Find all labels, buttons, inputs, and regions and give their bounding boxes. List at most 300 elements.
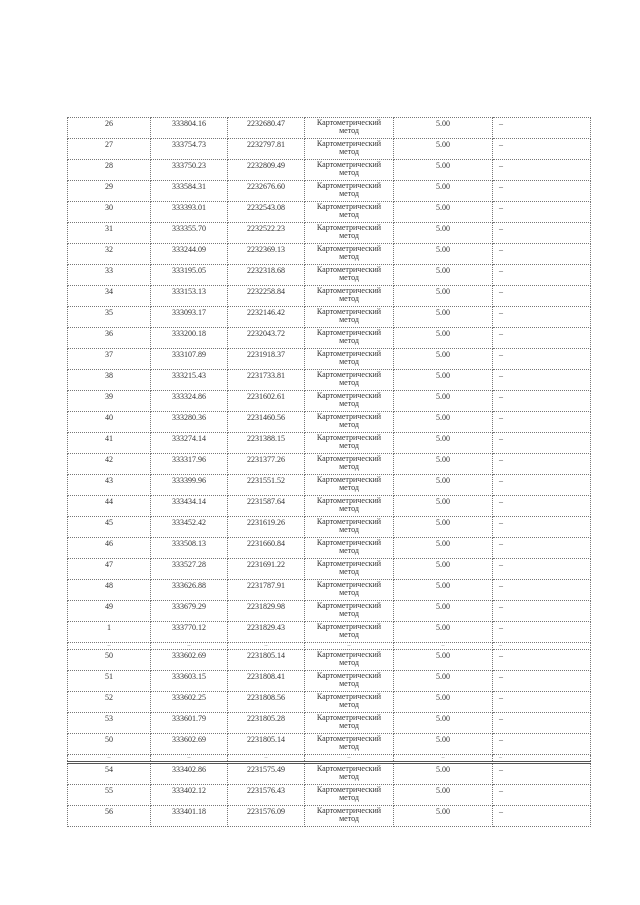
cell-method: [305, 734, 394, 755]
cell-y-coordinate-text: 2231691.22: [247, 560, 285, 569]
cell-point-number-text: 27: [105, 140, 113, 149]
cell-note-text: –: [499, 224, 503, 233]
cell-note: [493, 454, 591, 475]
table-row: [68, 650, 591, 671]
cell-point-number-text: –: [107, 755, 111, 761]
cell-note: [493, 328, 591, 349]
cell-note-text: –: [499, 161, 503, 170]
cell-point-number-text: 33: [105, 266, 113, 275]
cell-y-coordinate: [228, 622, 305, 643]
cell-accuracy-text: 5.00: [436, 765, 450, 774]
cell-y-coordinate: [228, 139, 305, 160]
table-row: [68, 622, 591, 643]
cell-note-text: –: [499, 807, 503, 816]
method-line-2: метод: [339, 504, 359, 513]
cell-note: [493, 223, 591, 244]
method-line-2: метод: [339, 231, 359, 240]
method-line-1: Картометрический: [316, 391, 382, 400]
cell-note-text: –: [499, 539, 503, 548]
cell-point-number: [68, 328, 151, 349]
cell-accuracy: [394, 517, 493, 538]
cell-accuracy: [394, 755, 493, 763]
cell-method: [305, 160, 394, 181]
cell-point-number-text: 36: [105, 329, 113, 338]
cell-x-coordinate-text: –: [187, 643, 191, 649]
cell-note: [493, 601, 591, 622]
table-row: [68, 692, 591, 713]
method-line-2: метод: [339, 252, 359, 261]
cell-y-coordinate: [228, 433, 305, 454]
cell-y-coordinate-text: 2231377.26: [247, 455, 285, 464]
method-line-1: Картометрический: [316, 601, 382, 610]
cell-method: [305, 412, 394, 433]
cell-method: [305, 580, 394, 601]
cell-accuracy-text: 5.00: [436, 602, 450, 611]
cell-point-number: [68, 391, 151, 412]
cell-x-coordinate-text: 333200.18: [172, 329, 206, 338]
cell-point-number-text: 26: [105, 119, 113, 128]
cell-note-text: –: [499, 413, 503, 422]
cell-point-number-text: 35: [105, 308, 113, 317]
cell-point-number: [68, 601, 151, 622]
cell-point-number: [68, 580, 151, 601]
cell-y-coordinate-text: 2232258.84: [247, 287, 285, 296]
cell-y-coordinate-text: 2231575.49: [247, 765, 285, 774]
cell-point-number-text: 40: [105, 413, 113, 422]
cell-note: [493, 622, 591, 643]
cell-x-coordinate-text: 333317.96: [172, 455, 206, 464]
cell-accuracy-text: 5.00: [436, 413, 450, 422]
cell-x-coordinate-text: 333584.31: [172, 182, 206, 191]
cell-method: [305, 643, 394, 650]
cell-accuracy-text: 5.00: [436, 392, 450, 401]
method-line-2: метод: [339, 210, 359, 219]
cell-x-coordinate: [151, 391, 228, 412]
cell-x-coordinate: [151, 785, 228, 806]
cell-y-coordinate-text: –: [264, 755, 268, 761]
table-row: [68, 412, 591, 433]
table-row: [68, 734, 591, 755]
cell-y-coordinate-text: –: [264, 643, 268, 649]
cell-x-coordinate: [151, 622, 228, 643]
cell-x-coordinate-text: 333603.15: [172, 672, 206, 681]
cell-method: [305, 650, 394, 671]
cell-x-coordinate: [151, 139, 228, 160]
method-line-2: метод: [339, 721, 359, 730]
cell-x-coordinate-text: 333434.14: [172, 497, 206, 506]
method-line-1: Картометрический: [316, 580, 382, 589]
cell-accuracy-text: 5.00: [436, 651, 450, 660]
table-row: [68, 370, 591, 391]
cell-y-coordinate: [228, 671, 305, 692]
cell-accuracy-text: –: [441, 755, 445, 761]
method-line-2: метод: [339, 126, 359, 135]
cell-x-coordinate-text: 333093.17: [172, 308, 206, 317]
cell-accuracy: [394, 160, 493, 181]
cell-y-coordinate-text: 2232522.23: [247, 224, 285, 233]
cell-note-text: –: [499, 755, 502, 761]
cell-x-coordinate: [151, 181, 228, 202]
cell-y-coordinate: [228, 580, 305, 601]
cell-method: [305, 785, 394, 806]
cell-point-number-text: 32: [105, 245, 113, 254]
cell-accuracy-text: 5.00: [436, 786, 450, 795]
coordinates-table-wrapper: [67, 117, 578, 827]
cell-accuracy-text: 5.00: [436, 434, 450, 443]
cell-x-coordinate: [151, 692, 228, 713]
cell-y-coordinate-text: 2232797.81: [247, 140, 285, 149]
cell-x-coordinate-text: 333679.29: [172, 602, 206, 611]
cell-accuracy-text: 5.00: [436, 714, 450, 723]
cell-accuracy: [394, 202, 493, 223]
cell-point-number: [68, 806, 151, 827]
method-line-1: Картометрический: [316, 692, 382, 701]
table-row: [68, 391, 591, 412]
cell-y-coordinate-text: 2231619.26: [247, 518, 285, 527]
cell-y-coordinate: [228, 692, 305, 713]
method-line-1: –: [347, 755, 351, 761]
cell-note: [493, 181, 591, 202]
cell-x-coordinate-text: 333107.89: [172, 350, 206, 359]
cell-x-coordinate-text: 333195.05: [172, 266, 206, 275]
cell-x-coordinate-text: 333401.18: [172, 807, 206, 816]
cell-y-coordinate-text: 2231576.09: [247, 807, 285, 816]
cell-accuracy: [394, 244, 493, 265]
cell-x-coordinate: [151, 244, 228, 265]
table-row: [68, 454, 591, 475]
cell-y-coordinate: [228, 650, 305, 671]
method-line-2: метод: [339, 814, 359, 823]
cell-note-text: –: [499, 735, 503, 744]
cell-y-coordinate-text: 2231576.43: [247, 786, 285, 795]
cell-note: [493, 370, 591, 391]
cell-y-coordinate-text: 2231805.14: [247, 651, 285, 660]
cell-note: [493, 763, 591, 785]
cell-accuracy-text: 5.00: [436, 308, 450, 317]
cell-y-coordinate: [228, 538, 305, 559]
cell-y-coordinate-text: 2231551.52: [247, 476, 285, 485]
method-line-2: метод: [339, 679, 359, 688]
table-row: [68, 475, 591, 496]
cell-note: [493, 643, 591, 650]
cell-accuracy: [394, 785, 493, 806]
cell-x-coordinate: [151, 671, 228, 692]
cell-accuracy: [394, 559, 493, 580]
cell-note-text: –: [499, 140, 503, 149]
cell-accuracy: [394, 286, 493, 307]
cell-accuracy-text: 5.00: [436, 476, 450, 485]
table-row: [68, 265, 591, 286]
table-row: [68, 671, 591, 692]
table-row: [68, 785, 591, 806]
cell-x-coordinate-text: 333274.14: [172, 434, 206, 443]
cell-point-number-text: 55: [105, 786, 113, 795]
cell-note: [493, 517, 591, 538]
cell-note-text: –: [499, 434, 503, 443]
method-line-2: метод: [339, 742, 359, 751]
cell-accuracy-text: 5.00: [436, 693, 450, 702]
cell-accuracy-text: 5.00: [436, 182, 450, 191]
method-line-2: метод: [339, 399, 359, 408]
table-row: [68, 713, 591, 734]
cell-note: [493, 412, 591, 433]
cell-accuracy: [394, 349, 493, 370]
cell-point-number-text: 46: [105, 539, 113, 548]
cell-accuracy: [394, 692, 493, 713]
cell-method: [305, 181, 394, 202]
cell-accuracy: [394, 622, 493, 643]
cell-point-number: [68, 650, 151, 671]
cell-y-coordinate: [228, 475, 305, 496]
cell-method: [305, 391, 394, 412]
cell-point-number: [68, 307, 151, 328]
cell-note: [493, 806, 591, 827]
method-line-1: Картометрический: [316, 139, 382, 148]
cell-x-coordinate: [151, 763, 228, 785]
cell-note-text: –: [499, 765, 503, 774]
cell-note: [493, 650, 591, 671]
cell-point-number-text: 50: [105, 735, 113, 744]
cell-point-number: [68, 349, 151, 370]
cell-accuracy: [394, 643, 493, 650]
cell-x-coordinate: [151, 496, 228, 517]
cell-x-coordinate: [151, 412, 228, 433]
cell-y-coordinate: [228, 265, 305, 286]
table-row: [68, 223, 591, 244]
cell-note: [493, 349, 591, 370]
cell-note: [493, 244, 591, 265]
cell-y-coordinate-text: 2231808.56: [247, 693, 285, 702]
table-row: [68, 181, 591, 202]
cell-accuracy-text: 5.00: [436, 560, 450, 569]
method-line-2: метод: [339, 336, 359, 345]
cell-note-text: –: [499, 392, 503, 401]
cell-note-text: –: [499, 245, 503, 254]
cell-x-coordinate: [151, 517, 228, 538]
cell-note: [493, 391, 591, 412]
cell-y-coordinate-text: 2231388.15: [247, 434, 285, 443]
cell-point-number: [68, 622, 151, 643]
method-line-1: Картометрический: [316, 265, 382, 274]
cell-y-coordinate-text: 2232369.13: [247, 245, 285, 254]
cell-x-coordinate-text: 333602.25: [172, 693, 206, 702]
cell-accuracy: [394, 538, 493, 559]
cell-x-coordinate: [151, 475, 228, 496]
cell-x-coordinate-text: 333393.01: [172, 203, 206, 212]
cell-point-number-text: 30: [105, 203, 113, 212]
method-line-1: Картометрический: [316, 559, 382, 568]
cell-note-text: –: [499, 455, 503, 464]
cell-x-coordinate: [151, 755, 228, 763]
cell-point-number-text: 43: [105, 476, 113, 485]
coordinates-table: [67, 117, 591, 827]
cell-note-text: –: [499, 308, 503, 317]
cell-note: [493, 559, 591, 580]
cell-y-coordinate: [228, 223, 305, 244]
cell-point-number: [68, 692, 151, 713]
cell-point-number-text: 52: [105, 693, 113, 702]
cell-accuracy-text: 5.00: [436, 161, 450, 170]
cell-point-number: [68, 559, 151, 580]
cell-y-coordinate-text: 2231787.91: [247, 581, 285, 590]
cell-x-coordinate-text: 333508.13: [172, 539, 206, 548]
cell-accuracy: [394, 307, 493, 328]
cell-y-coordinate: [228, 286, 305, 307]
separator-row: [68, 755, 591, 763]
cell-note: [493, 734, 591, 755]
cell-method: [305, 349, 394, 370]
table-row: [68, 160, 591, 181]
cell-point-number: [68, 412, 151, 433]
cell-accuracy: [394, 328, 493, 349]
cell-accuracy: [394, 763, 493, 785]
cell-note-text: –: [499, 623, 503, 632]
cell-note: [493, 433, 591, 454]
cell-y-coordinate-text: 2231918.37: [247, 350, 285, 359]
method-line-1: Картометрический: [316, 370, 382, 379]
cell-accuracy: [394, 265, 493, 286]
method-line-2: метод: [339, 273, 359, 282]
table-row: [68, 433, 591, 454]
cell-note-text: –: [499, 786, 503, 795]
method-line-1: Картометрический: [316, 538, 382, 547]
table-row: [68, 307, 591, 328]
cell-accuracy-text: 5.00: [436, 623, 450, 632]
cell-x-coordinate: [151, 580, 228, 601]
cell-accuracy: [394, 391, 493, 412]
cell-note: [493, 160, 591, 181]
cell-point-number: [68, 223, 151, 244]
cell-method: [305, 244, 394, 265]
cell-y-coordinate: [228, 307, 305, 328]
cell-accuracy-text: 5.00: [436, 539, 450, 548]
cell-note-text: –: [499, 119, 503, 128]
cell-x-coordinate: [151, 328, 228, 349]
method-line-1: Картометрический: [316, 307, 382, 316]
cell-x-coordinate-text: 333244.09: [172, 245, 206, 254]
cell-accuracy-text: 5.00: [436, 245, 450, 254]
method-line-2: метод: [339, 700, 359, 709]
separator-row: [68, 643, 591, 650]
cell-point-number: [68, 370, 151, 391]
table-row: [68, 349, 591, 370]
method-line-1: Картометрический: [316, 806, 382, 815]
method-line-1: Картометрический: [316, 118, 382, 127]
cell-x-coordinate: [151, 265, 228, 286]
cell-note: [493, 671, 591, 692]
cell-accuracy: [394, 671, 493, 692]
method-line-2: метод: [339, 441, 359, 450]
method-line-1: Картометрический: [316, 433, 382, 442]
cell-method: [305, 755, 394, 763]
cell-accuracy: [394, 713, 493, 734]
cell-x-coordinate: [151, 118, 228, 139]
table-row: [68, 118, 591, 139]
cell-point-number-text: 41: [105, 434, 113, 443]
cell-accuracy: [394, 370, 493, 391]
cell-accuracy-text: 5.00: [436, 371, 450, 380]
cell-note: [493, 118, 591, 139]
cell-note: [493, 785, 591, 806]
cell-y-coordinate: [228, 370, 305, 391]
cell-method: [305, 475, 394, 496]
cell-point-number-text: 28: [105, 161, 113, 170]
cell-note-text: –: [499, 287, 503, 296]
table-row: [68, 286, 591, 307]
method-line-1: Картометрический: [316, 454, 382, 463]
method-line-1: Картометрический: [316, 202, 382, 211]
cell-accuracy-text: 5.00: [436, 350, 450, 359]
cell-x-coordinate-text: 333602.69: [172, 651, 206, 660]
cell-method: [305, 328, 394, 349]
cell-x-coordinate-text: 333750.23: [172, 161, 206, 170]
method-line-1: Картометрический: [316, 671, 382, 680]
method-line-1: Картометрический: [316, 496, 382, 505]
cell-y-coordinate-text: 2232543.08: [247, 203, 285, 212]
cell-method: [305, 202, 394, 223]
cell-method: [305, 118, 394, 139]
cell-method: [305, 139, 394, 160]
table-row: [68, 580, 591, 601]
method-line-1: –: [347, 643, 351, 649]
cell-accuracy-text: 5.00: [436, 224, 450, 233]
cell-note: [493, 580, 591, 601]
cell-method: [305, 496, 394, 517]
cell-x-coordinate-text: 333215.43: [172, 371, 206, 380]
method-line-1: Картометрический: [316, 223, 382, 232]
method-line-2: метод: [339, 294, 359, 303]
cell-accuracy: [394, 475, 493, 496]
cell-y-coordinate-text: 2232146.42: [247, 308, 285, 317]
cell-method: [305, 454, 394, 475]
cell-note: [493, 496, 591, 517]
cell-y-coordinate: [228, 517, 305, 538]
method-line-2: метод: [339, 588, 359, 597]
cell-x-coordinate-text: 333527.28: [172, 560, 206, 569]
cell-point-number-text: 42: [105, 455, 113, 464]
cell-y-coordinate: [228, 601, 305, 622]
cell-y-coordinate: [228, 181, 305, 202]
table-row: [68, 806, 591, 827]
cell-y-coordinate-text: 2232043.72: [247, 329, 285, 338]
method-line-2: метод: [339, 357, 359, 366]
cell-x-coordinate: [151, 650, 228, 671]
cell-x-coordinate-text: 333280.36: [172, 413, 206, 422]
cell-y-coordinate: [228, 763, 305, 785]
cell-accuracy-text: 5.00: [436, 735, 450, 744]
method-line-2: метод: [339, 315, 359, 324]
table-row: [68, 601, 591, 622]
cell-y-coordinate-text: 2231733.81: [247, 371, 285, 380]
cell-y-coordinate: [228, 755, 305, 763]
cell-y-coordinate: [228, 643, 305, 650]
cell-note-text: –: [499, 651, 503, 660]
cell-y-coordinate: [228, 496, 305, 517]
cell-point-number-text: 45: [105, 518, 113, 527]
cell-x-coordinate-text: 333770.12: [172, 623, 206, 632]
cell-y-coordinate-text: 2231660.84: [247, 539, 285, 548]
cell-point-number: [68, 475, 151, 496]
cell-point-number: [68, 454, 151, 475]
cell-accuracy: [394, 650, 493, 671]
cell-point-number-text: 53: [105, 714, 113, 723]
cell-method: [305, 692, 394, 713]
cell-point-number: [68, 517, 151, 538]
cell-point-number-text: 51: [105, 672, 113, 681]
cell-y-coordinate-text: 2231829.43: [247, 623, 285, 632]
method-line-2: метод: [339, 189, 359, 198]
cell-method: [305, 671, 394, 692]
